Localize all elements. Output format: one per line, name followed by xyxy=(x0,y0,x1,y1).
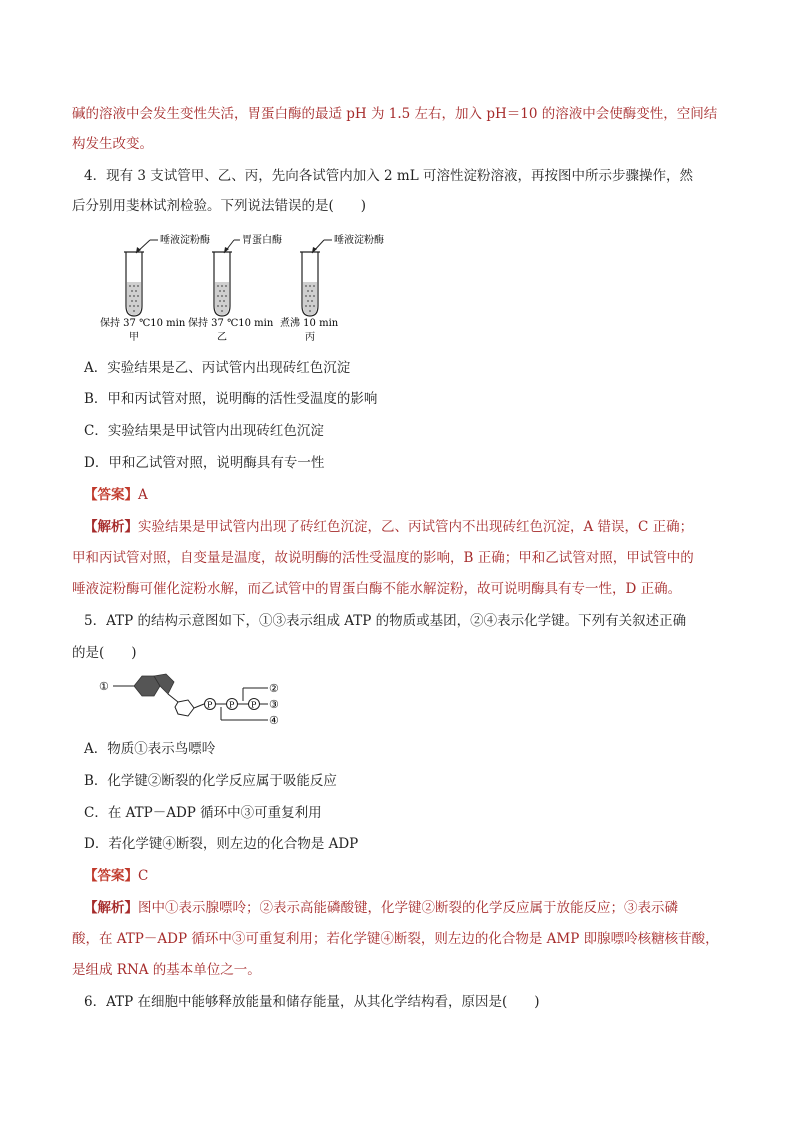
q5-analysis-line-1 xyxy=(84,898,678,918)
tube-name-3: 丙 xyxy=(305,332,315,343)
q6-stem-line-1: 6．ATP 在细胞中能够释放能量和储存能量，从其化学结构看，原因是( ) xyxy=(84,994,540,1010)
q4-answer-value: A xyxy=(138,487,148,503)
q5-option-b: B．化学键②断裂的化学反应属于吸能反应 xyxy=(84,773,337,789)
q4-analysis-label: 【解析】 xyxy=(84,519,138,535)
phosphate-1: P xyxy=(207,700,213,710)
q4-option-d: D．甲和乙试管对照，说明酶具有专一性 xyxy=(84,455,325,471)
q4-analysis-line-3: 唾液淀粉酶可催化淀粉水解，而乙试管中的胃蛋白酶不能水解淀粉，故可说明酶具有专一性，D 正确。 xyxy=(72,581,682,597)
q4-analysis-line-1 xyxy=(84,517,693,537)
condition-label-2: 保持 37 ℃10 min xyxy=(188,318,274,329)
q4-analysis-line-2: 甲和丙试管对照，自变量是温度，故说明酶的活性受温度的影响，B 正确；甲和乙试管对照，甲试管中的 xyxy=(72,550,694,566)
atp-label-2: ② xyxy=(269,682,279,695)
atp-label-4: ④ xyxy=(269,714,279,727)
q4-answer-line xyxy=(84,485,148,505)
q5-option-a: A．物质①表示鸟嘌呤 xyxy=(84,741,216,757)
q4-stem-line-1: 4．现有 3 支试管甲、乙、丙，先向各试管内加入 2 mL 可溶性淀粉溶液，再按图中所示步骤操作，然 xyxy=(84,168,693,184)
ribose-pentagon xyxy=(175,700,194,716)
q5-option-c: C．在 ATP－ADP 循环中③可重复利用 xyxy=(84,805,322,821)
phosphate-3: P xyxy=(251,700,257,710)
test-tube-2 xyxy=(212,252,232,316)
q4-option-b: B．甲和丙试管对照，说明酶的活性受温度的影响 xyxy=(84,391,378,407)
atp-label-3: ③ xyxy=(269,698,279,711)
q5-answer-line xyxy=(84,866,148,886)
q4-test-tube-figure xyxy=(100,226,384,344)
test-tube-3 xyxy=(300,252,320,316)
q4-analysis-text-1: 实验结果是甲试管内出现了砖红色沉淀，乙、丙试管内不出现砖红色沉淀，A 错误，C 正确； xyxy=(138,519,694,535)
q5-analysis-line-2: 酸，在 ATP－ADP 循环中③可重复利用；若化学键④断裂，则左边的化合物是 AMP 即腺嘌呤核糖核苷酸， xyxy=(72,931,719,947)
tube-name-1: 甲 xyxy=(129,332,139,343)
atp-label-1: ① xyxy=(99,680,109,693)
phosphate-2: P xyxy=(229,700,235,710)
tube-name-2: 乙 xyxy=(217,332,227,343)
condition-label-3: 煮沸 10 min xyxy=(280,318,339,329)
q4-option-a: A．实验结果是乙、丙试管内出现砖红色沉淀 xyxy=(84,360,351,376)
q5-stem-line-1: 5．ATP 的结构示意图如下，①③表示组成 ATP 的物质或基团，②④表示化学键。下列有关叙述正确 xyxy=(84,613,687,629)
prev-analysis-line-2: 构发生改变。 xyxy=(72,136,153,152)
q4-option-c: C．实验结果是甲试管内出现砖红色沉淀 xyxy=(84,423,324,439)
enzyme-arrow-3 xyxy=(312,240,332,253)
q4-answer-label: 【答案】 xyxy=(84,487,138,503)
q4-stem-line-2: 后分别用斐林试剂检验。下列说法错误的是( ) xyxy=(72,198,367,214)
enzyme-arrow-2 xyxy=(224,240,240,253)
test-tube-1 xyxy=(124,252,144,316)
q5-stem-line-2: 的是( ) xyxy=(72,645,137,661)
q5-analysis-text-1: 图中①表示腺嘌呤；②表示高能磷酸键，化学键②断裂的化学反应属于放能反应；③表示磷 xyxy=(138,900,678,916)
enzyme-label-2: 胃蛋白酶 xyxy=(242,235,282,246)
q5-answer-label: 【答案】 xyxy=(84,868,138,884)
q5-answer-value: C xyxy=(138,868,149,884)
enzyme-label-1: 唾液淀粉酶 xyxy=(160,235,210,246)
enzyme-arrow-1 xyxy=(136,240,158,253)
enzyme-label-3: 唾液淀粉酶 xyxy=(334,235,384,246)
q5-option-d: D．若化学键④断裂，则左边的化合物是 ADP xyxy=(84,836,359,852)
condition-label-1: 保持 37 ℃10 min xyxy=(100,318,186,329)
atp-structure-figure xyxy=(96,672,296,728)
q5-analysis-label: 【解析】 xyxy=(84,900,138,916)
q5-analysis-line-3: 是组成 RNA 的基本单位之一。 xyxy=(72,962,261,978)
prev-analysis-line-1: 碱的溶液中会发生变性失活，胃蛋白酶的最适 pH 为 1.5 左右，加入 pH＝10 的溶液中会使酶变性，空间结 xyxy=(72,106,718,122)
